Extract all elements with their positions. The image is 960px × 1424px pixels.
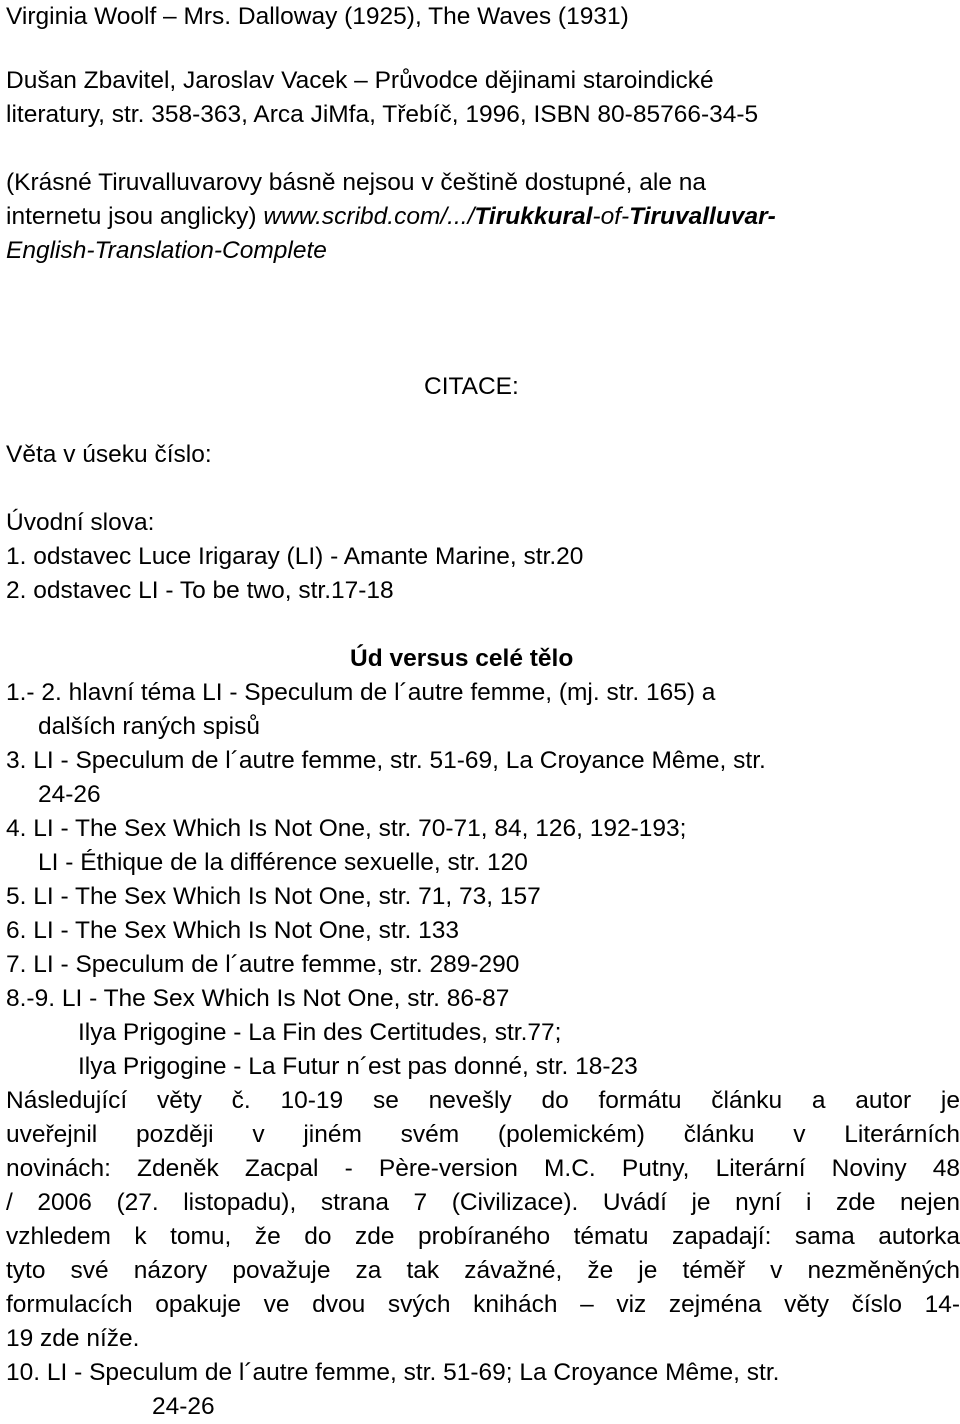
- entry-8-9-cont-1: Ilya Prigogine - La Fin des Certitudes, str.77;: [78, 1019, 562, 1046]
- paragraph-line-1: Následující věty č. 10-19 se nevešly do formátu článku a autor je: [6, 1087, 960, 1114]
- paragraph-line-6: tyto své názory považuje za tak závažné, že je téměř v nezměněných: [6, 1257, 960, 1284]
- uvodni-slova-label: Úvodní slova:: [6, 509, 155, 536]
- veta-label: Věta v úseku číslo:: [6, 441, 212, 468]
- entry-1-2-cont: dalších raných spisů: [38, 713, 260, 740]
- entry-4-cont: LI - Éthique de la différence sexuelle, str. 120: [38, 849, 528, 876]
- entry-6: 6. LI - The Sex Which Is Not One, str. 133: [6, 917, 459, 944]
- reference-zbavitel-line2: literatury, str. 358-363, Arca JiMfa, Třebíč, 1996, ISBN 80-85766-34-5: [6, 101, 759, 128]
- scribd-link-tirukkural[interactable]: Tirukkural: [474, 203, 593, 230]
- scribd-link-dash[interactable]: -: [767, 203, 776, 230]
- citation-item-2: 2. odstavec LI - To be two, str.17-18: [6, 577, 394, 604]
- entry-1-2: 1.- 2. hlavní téma LI - Speculum de l´autre femme, (mj. str. 165) a: [6, 679, 716, 706]
- paragraph-line-3: novinách: Zdeněk Zacpal - Père-version M.C. Putny, Literární Noviny 48: [6, 1155, 960, 1182]
- scribd-link-part[interactable]: www.scribd.com/.../: [263, 203, 475, 230]
- scribd-link-tiruvalluvar[interactable]: Tiruvalluvar: [629, 203, 768, 230]
- paragraph-line-4: / 2006 (27. listopadu), strana 7 (Civilizace). Uvádí je nyní i zde nejen: [6, 1189, 960, 1216]
- entry-3-cont: 24-26: [38, 781, 101, 808]
- paragraph-line-8: 19 zde níže.: [6, 1325, 140, 1352]
- entry-8-9-cont-2: Ilya Prigogine - La Futur n´est pas donné, str. 18-23: [78, 1053, 638, 1080]
- entry-3: 3. LI - Speculum de l´autre femme, str. 51-69, La Croyance Même, str.: [6, 747, 766, 774]
- paragraph-line-2: uveřejnil později v jiném svém (polemickém) článku v Literárních: [6, 1121, 960, 1148]
- scribd-link-of[interactable]: -of-: [592, 203, 630, 230]
- entry-4: 4. LI - The Sex Which Is Not One, str. 70-71, 84, 126, 192-193;: [6, 815, 687, 842]
- scribd-link-tail[interactable]: English-Translation-Complete: [6, 237, 327, 264]
- tiruvalluvar-note-line2: [6, 200, 776, 234]
- entry-5: 5. LI - The Sex Which Is Not One, str. 71, 73, 157: [6, 883, 541, 910]
- paragraph-line-7: formulacích opakuje ve dvou svých knihách – viz zejména věty číslo 14-: [6, 1291, 960, 1318]
- citace-heading: CITACE:: [424, 373, 519, 400]
- section-heading: Úd versus celé tělo: [350, 645, 574, 672]
- note-prefix: internetu jsou anglicky): [6, 203, 264, 230]
- reference-woolf: Virginia Woolf – Mrs. Dalloway (1925), The Waves (1931): [6, 3, 629, 30]
- reference-zbavitel-line1: Dušan Zbavitel, Jaroslav Vacek – Průvodce dějinami staroindické: [6, 67, 714, 94]
- entry-10: 10. LI - Speculum de l´autre femme, str. 51-69; La Croyance Même, str.: [6, 1359, 780, 1386]
- paragraph-line-5: vzhledem k tomu, že do zde probíraného tématu zapadají: sama autorka: [6, 1223, 960, 1250]
- entry-10-cont: 24-26: [152, 1393, 215, 1420]
- entry-7: 7. LI - Speculum de l´autre femme, str. 289-290: [6, 951, 520, 978]
- entry-8-9: 8.-9. LI - The Sex Which Is Not One, str. 86-87: [6, 985, 510, 1012]
- tiruvalluvar-note-line1: (Krásné Tiruvalluvarovy básně nejsou v češtině dostupné, ale na: [6, 169, 707, 196]
- citation-item-1: 1. odstavec Luce Irigaray (LI) - Amante Marine, str.20: [6, 543, 584, 570]
